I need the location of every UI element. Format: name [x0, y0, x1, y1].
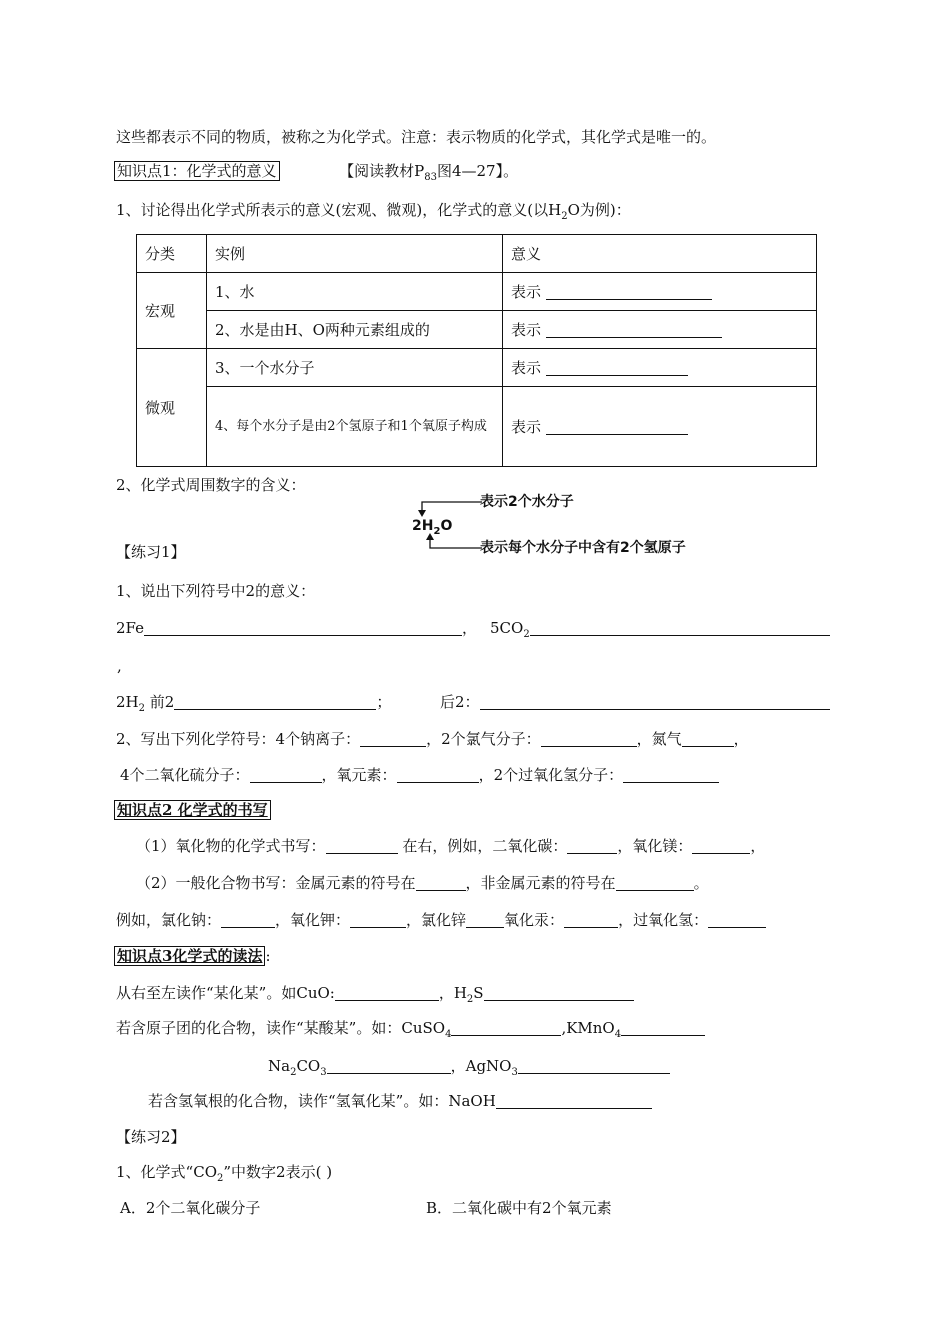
- row-example: 4、每个水分子是由2个氢原子和1个氧原子构成: [207, 387, 503, 467]
- line-back-2: 后2：: [440, 692, 830, 712]
- row-meaning: 表示: [503, 349, 817, 387]
- answer-blank[interactable]: [335, 985, 439, 1001]
- intro-text: 这些都表示不同的物质，被称之为化学式。注意：表示物质的化学式，其化学式是唯一的。: [116, 128, 717, 146]
- kp3-line2: 若含原子团的化合物，读作“某酸某”。如：CuSO$_4$ ,KMnO$_4$: [116, 1018, 705, 1045]
- answer-blank[interactable]: [564, 912, 618, 928]
- table-row: [137, 349, 817, 387]
- answer-blank[interactable]: [692, 838, 750, 854]
- option-a: A．2个二氧化碳分子: [120, 1199, 261, 1217]
- kp2-line1: （1）氧化物的化学式书写： 在右，例如，二氧化碳： ，氧化镁： ，: [136, 837, 766, 855]
- kp1-line: [114, 161, 518, 188]
- answer-blank[interactable]: [250, 767, 322, 783]
- header-meaning: 意义: [503, 235, 817, 273]
- answer-blank[interactable]: [174, 694, 376, 710]
- kp1-title: 知识点1：化学式的意义: [114, 161, 280, 181]
- kp3-title: 知识点3化学式的读法: [114, 946, 265, 966]
- line-2h2: $2H_2$ 前2 ；: [116, 693, 392, 714]
- answer-blank[interactable]: [682, 731, 734, 747]
- answer-blank[interactable]: [621, 1020, 705, 1036]
- table-row: [137, 387, 817, 467]
- row-example: 1、水: [207, 273, 503, 311]
- answer-blank[interactable]: [541, 731, 637, 747]
- answer-blank[interactable]: [144, 620, 462, 636]
- row-example: 2、水是由H、O两种元素组成的: [207, 311, 503, 349]
- answer-blank[interactable]: [567, 838, 617, 854]
- option-b: B．二氧化碳中有2个氧元素: [426, 1199, 612, 1217]
- kp2-heading: [114, 800, 271, 820]
- practice1-q2-cont: 4个二氧化硫分子： ，氧元素： ，2个过氧化氢分子：: [120, 765, 719, 785]
- answer-blank[interactable]: [221, 912, 275, 928]
- meaning-table: [136, 234, 817, 467]
- answer-blank[interactable]: [451, 1020, 561, 1036]
- line-2fe: 2Fe ，: [116, 619, 478, 637]
- table-header-row: [137, 235, 817, 273]
- answer-blank[interactable]: [397, 767, 479, 783]
- answer-blank[interactable]: [616, 875, 694, 891]
- stray-comma: ,: [117, 657, 122, 675]
- line-5co2: $5CO_2$: [490, 618, 830, 645]
- header-category: 分类: [137, 235, 207, 273]
- answer-blank[interactable]: [484, 985, 634, 1001]
- answer-blank[interactable]: [480, 694, 830, 710]
- table-row: [137, 311, 817, 349]
- answer-blank[interactable]: [496, 1093, 652, 1109]
- answer-blank[interactable]: [708, 912, 766, 928]
- header-example: 实例: [207, 235, 503, 273]
- kp2-line3: 例如，氯化钠： ，氧化钾： ，氯化锌 氧化汞： ，过氧化氢：: [116, 910, 766, 930]
- category-micro: 微观: [137, 349, 207, 467]
- answer-blank[interactable]: [326, 838, 398, 854]
- row-meaning: 表示: [503, 311, 817, 349]
- row-example: 3、一个水分子: [207, 349, 503, 387]
- kp3-line3: $Na_2CO_3$ ，AgNO$_3$: [268, 1056, 670, 1083]
- practice1-q1: 1、说出下列符号中2的意义：: [116, 582, 316, 600]
- answer-blank[interactable]: [518, 1058, 670, 1074]
- label-two-molecules: 表示2个水分子: [480, 494, 574, 510]
- practice1-title: 【练习1】: [116, 543, 186, 561]
- practice2-q1: 1、化学式“$CO_2$”中数字2表示( ): [116, 1163, 333, 1184]
- kp3-line4: 若含氢氧根的化合物，读作“氢氧化某”。如：NaOH: [148, 1091, 652, 1111]
- answer-blank[interactable]: [546, 419, 688, 435]
- label-two-hydrogen-atoms: 表示每个水分子中含有2个氢原子: [480, 540, 686, 556]
- practice1-q2: 2、写出下列化学符号：4个钠离子： ，2个氯气分子： ，氮气 ，: [116, 730, 749, 748]
- answer-blank[interactable]: [623, 767, 719, 783]
- kp3-heading: 知识点3化学式的读法 :: [114, 946, 271, 966]
- answer-blank[interactable]: [546, 360, 688, 376]
- formula-diagram: [412, 492, 702, 562]
- answer-blank[interactable]: [360, 731, 426, 747]
- practice2-title: 【练习2】: [116, 1128, 186, 1146]
- question-2: 2、化学式周围数字的含义：: [116, 476, 306, 494]
- kp2-line2: （2）一般化合物书写：金属元素的符号在 ，非金属元素的符号在 。: [136, 874, 709, 892]
- answer-blank[interactable]: [530, 620, 830, 636]
- answer-blank[interactable]: [546, 284, 712, 300]
- answer-blank[interactable]: [466, 912, 504, 928]
- kp2-title: 知识点2 化学式的书写: [114, 800, 271, 820]
- question-1: 1、讨论得出化学式所表示的意义(宏观、微观)，化学式的意义(以$H_2O$为例)：: [116, 201, 631, 222]
- kp1-ref: 【阅读教材$P_{83}$图4—27】。: [339, 162, 519, 183]
- table-row: [137, 273, 817, 311]
- row-meaning: 表示: [503, 273, 817, 311]
- answer-blank[interactable]: [327, 1058, 451, 1074]
- formula-2h2o: $2H_2O$: [412, 518, 453, 537]
- kp3-line1: 从右至左读作“某化某”。如CuO: ，$H_2S$: [116, 983, 634, 1010]
- answer-blank[interactable]: [546, 322, 722, 338]
- answer-blank[interactable]: [350, 912, 406, 928]
- category-macro: 宏观: [137, 273, 207, 349]
- row-meaning: 表示: [503, 387, 817, 467]
- answer-blank[interactable]: [416, 875, 466, 891]
